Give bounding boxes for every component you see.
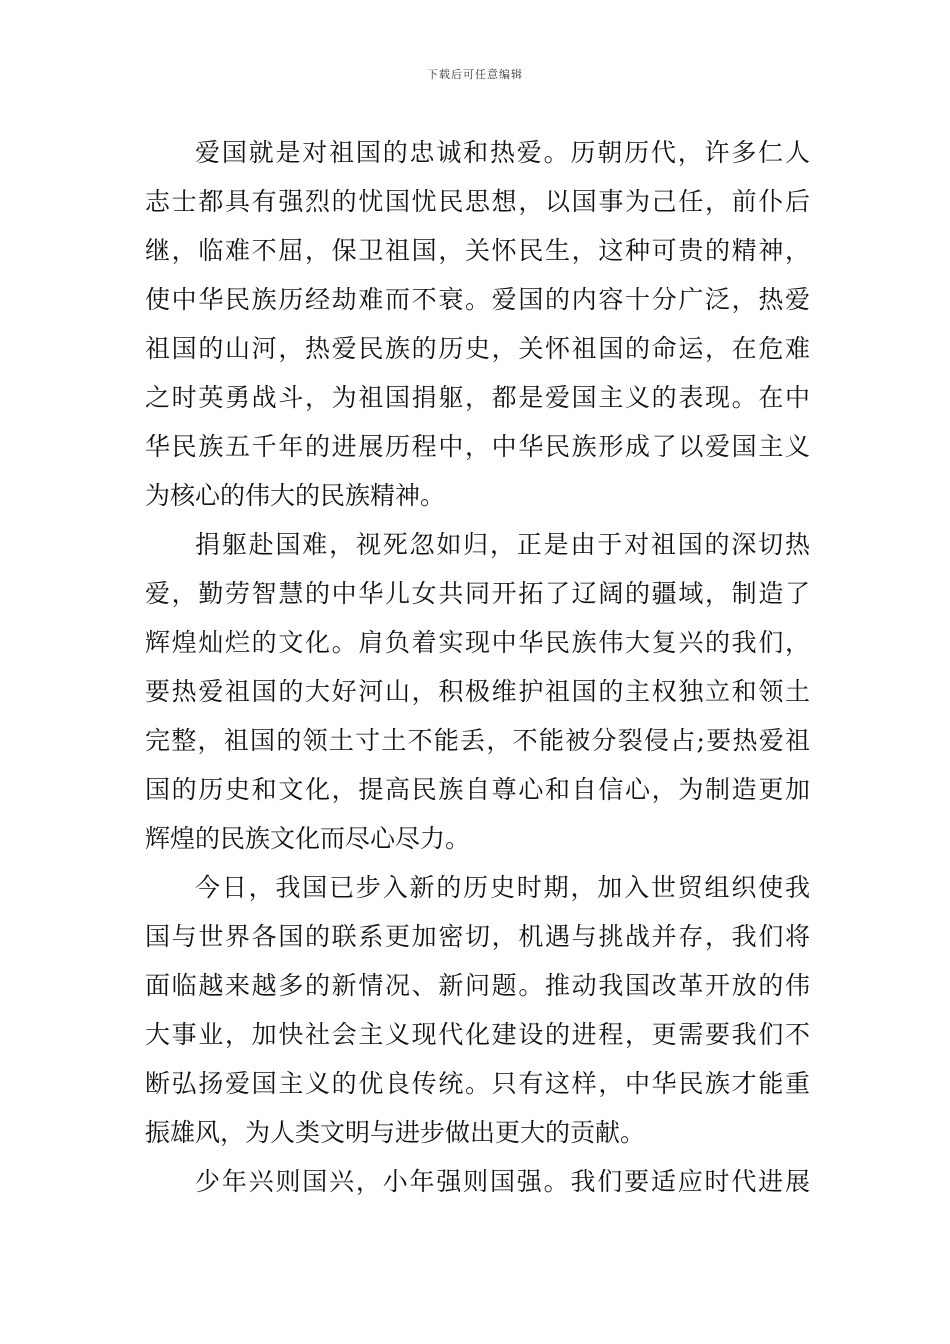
text-line: 捐躯赴国难，视死忽如归，正是由于对祖国的深切热: [195, 530, 810, 559]
paragraph: [145, 128, 810, 520]
text-line: 爱国就是对祖国的忠诚和热爱。历朝历代，许多仁人: [195, 138, 810, 167]
paragraph: [145, 1157, 810, 1206]
text-line: 振雄风，为人类文明与进步做出更大的贡献。: [145, 1118, 646, 1147]
text-line: 辉煌的民族文化而尽心尽力。: [145, 824, 471, 853]
text-line: 大事业，加快社会主义现代化建设的进程，更需要我们不: [145, 1020, 810, 1049]
page-header: 下载后可任意编辑: [427, 68, 523, 81]
text-line: 辉煌灿烂的文化。肩负着实现中华民族伟大复兴的我们，: [145, 628, 810, 657]
text-line: 爱，勤劳智慧的中华儿女共同开拓了辽阔的疆域，制造了: [145, 579, 810, 608]
text-line: 祖国的山河，热爱民族的历史，关怀祖国的命运，在危难: [145, 334, 810, 363]
text-line: 国的历史和文化，提高民族自尊心和自信心，为制造更加: [145, 775, 810, 804]
text-line: 华民族五千年的进展历程中，中华民族形成了以爱国主义: [145, 432, 810, 461]
document-body: [145, 128, 810, 1206]
text-line: 使中华民族历经劫难而不衰。爱国的内容十分广泛，热爱: [145, 285, 810, 314]
text-line: 继，临难不屈，保卫祖国，关怀民生，这种可贵的精神，: [145, 236, 810, 265]
text-line: 国与世界各国的联系更加密切，机遇与挑战并存，我们将: [145, 922, 810, 951]
text-line: 完整，祖国的领土寸土不能丢，不能被分裂侵占;要热爱祖: [145, 726, 810, 755]
paragraph: [145, 863, 810, 1157]
text-line: 志士都具有强烈的忧国忧民思想，以国事为己任，前仆后: [145, 187, 810, 216]
paragraph: [145, 520, 810, 863]
text-line: 之时英勇战斗，为祖国捐躯，都是爱国主义的表现。在中: [145, 383, 810, 412]
text-line: 今日，我国已步入新的历史时期，加入世贸组织使我: [195, 873, 810, 902]
text-line: 面临越来越多的新情况、新问题。推动我国改革开放的伟: [145, 971, 810, 1000]
text-line: 断弘扬爱国主义的优良传统。只有这样，中华民族才能重: [145, 1069, 810, 1098]
text-line: 为核心的伟大的民族精神。: [145, 481, 446, 510]
text-line: 少年兴则国兴，小年强则国强。我们要适应时代进展: [195, 1167, 810, 1196]
text-line: 要热爱祖国的大好河山，积极维护祖国的主权独立和领土: [145, 677, 810, 706]
